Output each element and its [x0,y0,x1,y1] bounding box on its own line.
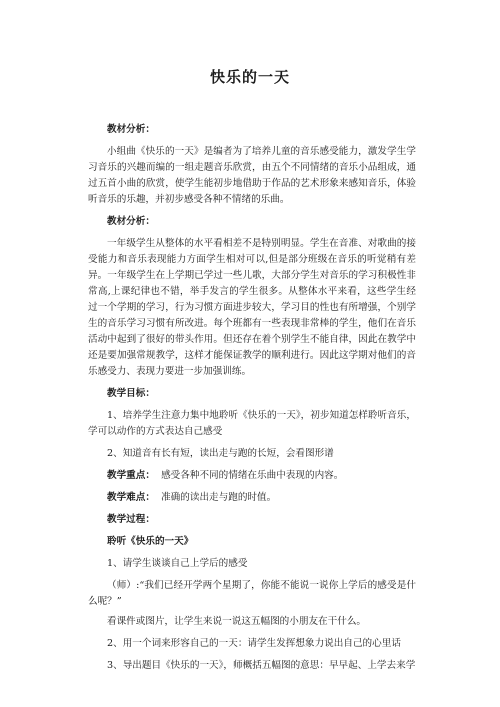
focus-text: 感受各种不同的情绪在乐曲中表现的内容。 [161,470,344,481]
step-1: 1、请学生谈谈自己上学后的感受 [107,558,248,569]
teacher-quote: （师）:“我们已经开学两个星期了，你能不能说一说你上学后的感受是什么呢？” [88,580,416,607]
document-body [88,122,416,674]
heading-process: 教学过程： [107,514,155,525]
heading-goals: 教学目标： [107,388,155,399]
step-2: 2、用一个词来形容自己的一天：请学生发挥想象力说出自己的心里话 [107,638,401,649]
goal-1: 1、培养学生注意力集中地聆听《快乐的一天》，初步知道怎样聆听音乐，学可以动作的方式表达自己感受 [88,410,416,437]
step-3: 3、导出题目《快乐的一天》，师概括五幅图的意思：早早起、上学去来学 [107,660,416,671]
teaching-focus [88,468,416,484]
step-cards: 看课件或图片，让学生来说一说这五幅图的小朋友在干什么。 [107,616,367,627]
heading-analysis-2: 教材分析： [107,216,155,227]
teaching-difficulty [88,490,416,506]
paragraph-analysis-2: 一年级学生从整体的水平看相差不是特别明显。学生在音准、对歌曲的接受能力和音乐表现能力方面学生相对可以,但是部分班级在音乐的听觉稍有差异。一年级学生在上学期已学过一些儿歌，大部分学生对音乐的学习积极性非常高,上课纪律也不错，举手发言的学生很多。从整体水平来看，这些学生经过一个学期的学习，行为习惯方面进步较大，学习目的性也有所增强，个别学生的音乐学习习惯有所改进。每个班都有一些表现非常棒的学生，他们在音乐活动中起到了很好的带头作用。但还存在着个别学生不能自律，因此在教学中还是要加强常规教学，这样才能保证教学的顺利进行。因此这学期对他们的音乐感受力、表现力要进一步加强训练。 [88,238,416,377]
heading-listen: 聆听《快乐的一天》 [107,536,194,547]
focus-label: 教学重点： [107,470,155,481]
goal-2: 2、知道音有长有短，读出走与跑的长短，会看图形谱 [107,448,334,459]
document-title: 快乐的一天 [209,68,290,86]
paragraph-analysis-1: 小组曲《快乐的一天》是编者为了培养儿童的音乐感受能力，激发学生学习音乐的兴趣而编的一组走题音乐欣赏，由五个不同情绪的音乐小品组成，通过五首小曲的欣赏，使学生能初步地借助于作品的艺术形象来感知音乐，体验听音乐的乐趣，并初步感受各种不情绪的乐曲。 [88,146,416,205]
difficulty-text: 准确的读出走与跑的时值。 [161,492,277,503]
heading-analysis-1: 教材分析： [107,124,155,135]
difficulty-label: 教学难点： [107,492,155,503]
